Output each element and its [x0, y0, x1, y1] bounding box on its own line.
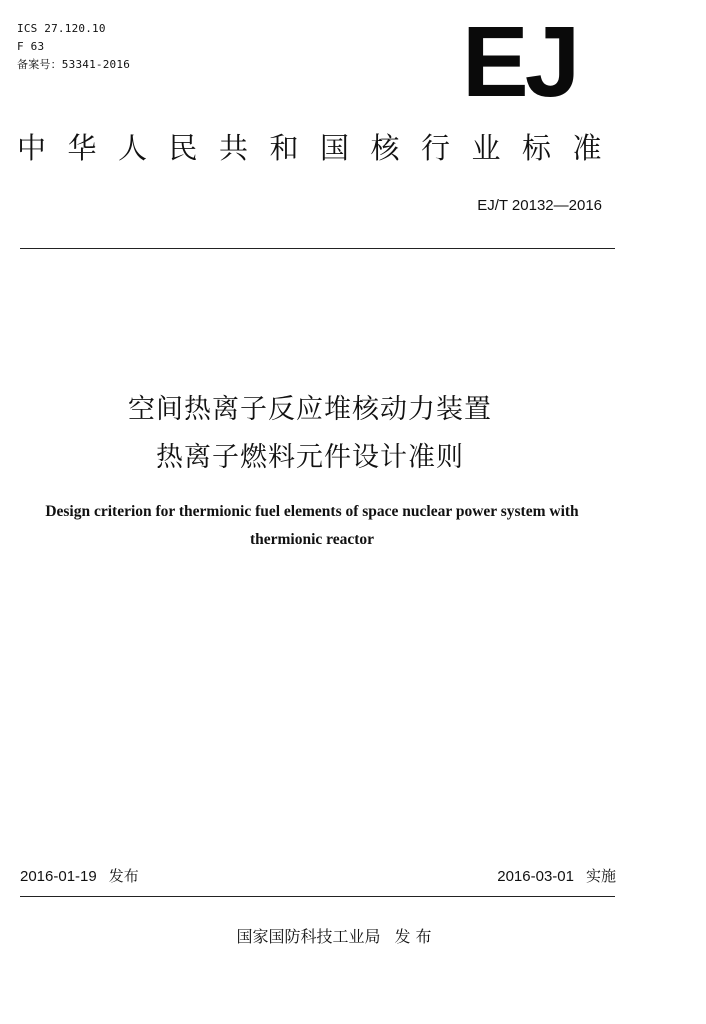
- chinese-title-line-1: 空间热离子反应堆核动力装置: [128, 394, 492, 425]
- standard-type: 中华人民共和国核行业标准: [17, 131, 624, 165]
- bottom-divider: [20, 896, 615, 897]
- implementation-date: 2016-03-01: [497, 868, 574, 885]
- issue-date-block: [20, 866, 139, 887]
- implementation-label: 实施: [585, 867, 616, 885]
- publisher-name: 国家国防科技工业局: [236, 927, 381, 946]
- standard-number: EJ/T 20132—2016: [477, 197, 602, 214]
- publisher-block: [0, 926, 668, 948]
- top-divider: [20, 248, 615, 249]
- implementation-date-block: [497, 866, 616, 887]
- classification-code: F 63: [17, 40, 45, 53]
- english-title-line-1: Design criterion for thermionic fuel elements of space nuclear power system with: [45, 503, 579, 520]
- publisher-action: 发 布: [394, 927, 432, 946]
- ics-code: ICS 27.120.10: [17, 22, 106, 35]
- chinese-title-line-2: 热离子燃料元件设计准则: [156, 442, 464, 473]
- english-title-line-2: thermionic reactor: [249, 531, 375, 548]
- ej-logo: EJ: [462, 6, 577, 118]
- record-number: 备案号：53341-2016: [17, 58, 131, 71]
- issue-date: 2016-01-19: [20, 868, 97, 885]
- issue-label: 发布: [108, 867, 139, 885]
